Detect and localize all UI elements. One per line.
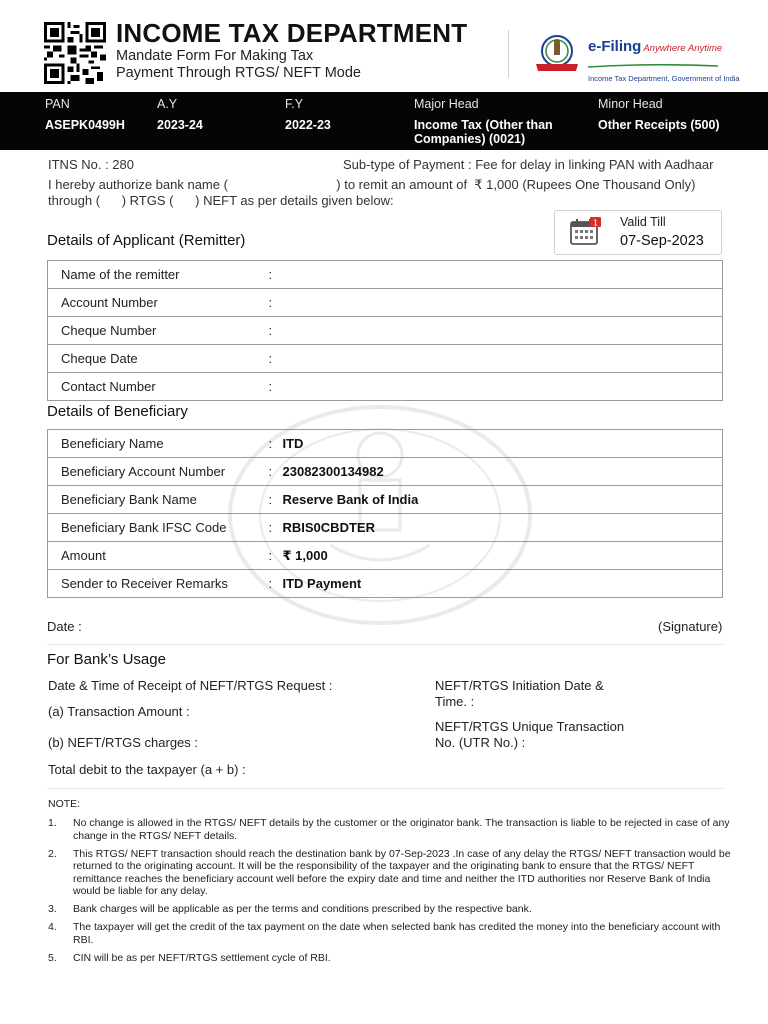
row-key: Beneficiary Name [61,436,164,451]
row-sep: : [268,267,273,282]
table-row [48,430,723,458]
note-number: 3. [48,903,57,915]
payment-subtype: Sub-type of Payment : Fee for delay in linking PAN with Aadhaar [343,157,714,172]
info-label: Major Head [414,97,479,111]
row-sep: : [268,323,273,338]
row-sep: : [268,520,273,535]
row-key: Contact Number [61,379,156,394]
remitter-name-field [283,261,723,288]
row-key: Cheque Date [61,351,138,366]
cheque-date-field [283,345,723,372]
info-ay [157,97,203,132]
row-sep: : [268,464,273,479]
date-label: Date : [47,619,82,634]
table-row [48,486,723,514]
contact-number-field [283,373,723,400]
note-number: 5. [48,951,57,964]
page-header [0,0,768,92]
info-value: Income Tax (Other than Companies) (0021) [414,118,553,146]
row-key: Sender to Receiver Remarks [61,576,228,591]
header-divider [508,30,509,78]
efiling-swoosh-icon [588,64,718,68]
valid-till-box [554,210,722,255]
note-item [48,817,738,842]
subtitle-line-2: Payment Through RTGS/ NEFT Mode [116,65,361,81]
row-key: Amount [61,548,106,563]
initiation-line-1: NEFT/RTGS Initiation Date & [435,678,604,693]
bank-usage-title: For Bank’s Usage [47,651,166,668]
row-key: Beneficiary Bank Name [61,492,197,507]
row-sep: : [268,492,273,507]
note-item [48,903,738,916]
info-value: Other Receipts (500) [598,118,720,132]
applicant-table [47,260,723,401]
note-number: 2. [48,847,57,860]
transaction-amount-label: (a) Transaction Amount : [48,704,190,719]
row-key: Cheque Number [61,323,157,338]
row-sep: : [268,576,273,591]
info-label: PAN [45,97,70,111]
table-row [48,458,723,486]
table-row [48,570,723,598]
page-subtitle [116,48,361,82]
note-item [48,952,738,965]
beneficiary-bank-value: Reserve Bank of India [282,492,419,507]
row-key: Beneficiary Account Number [61,464,226,479]
note-text: Bank charges will be applicable as per the terms and conditions prescribed by the respective bank. [73,903,532,915]
divider [47,788,723,789]
receipt-datetime-label: Date & Time of Receipt of NEFT/RTGS Request : [48,678,333,693]
note-text: CIN will be as per NEFT/RTGS settlement cycle of RBI. [73,951,331,964]
table-row [48,514,723,542]
efiling-logo [588,38,738,83]
applicant-section-title: Details of Applicant (Remitter) [47,232,246,249]
row-sep: : [268,436,273,451]
signature-label: (Signature) [658,619,723,634]
cheque-number-field [283,317,723,344]
beneficiary-section-title: Details of Beneficiary [47,403,188,420]
initiation-datetime-label [435,678,604,709]
charges-label: (b) NEFT/RTGS charges : [48,735,199,750]
info-fy [285,97,331,132]
table-row [48,373,723,401]
beneficiary-account-value: 23082300134982 [282,464,384,479]
itd-emblem-icon [530,34,584,74]
info-value: ASEPK0499H [45,118,125,132]
notes-list [48,817,738,964]
efiling-dept: Income Tax Department, Government of India [588,74,740,83]
utr-label [435,719,624,750]
notes-section [48,798,738,970]
account-number-field [283,289,723,316]
row-sep: : [268,351,273,366]
itns-line [48,157,728,172]
qr-code-icon [44,22,106,84]
utr-line-1: NEFT/RTGS Unique Transaction [435,719,625,734]
note-item [48,848,738,898]
table-row [48,345,723,373]
efiling-brand: e-Filing Anywhere Anytime [588,38,723,55]
beneficiary-name-value: ITD [282,436,304,451]
info-label: F.Y [285,97,304,111]
row-sep: : [268,295,273,310]
row-key: Name of the remitter [61,267,180,282]
note-text: The taxpayer will get the credit of the tax payment on the date when selected bank has credited the money into the beneficiary account with RBI. [73,921,721,946]
info-label: A.Y [157,97,178,111]
initiation-line-2: Time. : [435,693,475,709]
note-number: 4. [48,921,57,933]
note-item [48,921,738,946]
row-key: Account Number [61,295,158,310]
table-row [48,261,723,289]
remarks-value: ITD Payment [282,576,362,591]
table-row [48,317,723,345]
info-major-head [414,97,584,146]
row-key: Beneficiary Bank IFSC Code [61,520,227,535]
notes-heading: NOTE: [48,798,81,810]
note-text: This RTGS/ NEFT transaction should reach the destination bank by 07-Sep-2023 .In case of any delay the RTGS/ NEFT transaction would be returned to the originating account. It will be the responsibility of the taxpayer and the originating bank to ensure that the RTGS/ NEFT remittance reaches the beneficiary account well before the expiry date and time and neither the ITD authorities nor Reserve Bank of India would be liable for any delay. [73,847,731,897]
row-sep: : [268,548,273,563]
info-value: 2022-23 [285,118,331,132]
info-pan [45,97,125,132]
valid-till-date: 07-Sep-2023 [620,233,704,249]
subtitle-line-1: Mandate Form For Making Tax [116,48,314,64]
divider [47,644,723,645]
note-text: No change is allowed in the RTGS/ NEFT details by the customer or the originator bank. The transaction is liable to be rejected in case of any change in the RTGS/ NEFT details. [73,817,730,842]
beneficiary-table [47,429,723,598]
amount-value: ₹ 1,000 [282,547,328,563]
total-debit-label: Total debit to the taxpayer (a + b) : [48,762,246,777]
calendar-icon [569,217,603,247]
note-number: 1. [48,817,57,829]
valid-till-label: Valid Till [620,215,666,229]
info-band [0,92,768,150]
calendar-badge: 1 [592,218,599,228]
authorize-line: I hereby authorize bank name ( ) to remit an amount of ₹ 1,000 (Rupees One Thousand Only) [48,177,696,192]
utr-line-2: No. (UTR No.) : [435,734,526,750]
row-sep: : [268,379,273,394]
table-row [48,542,723,570]
itns-number: ITNS No. : 280 [48,157,134,172]
page-title: INCOME TAX DEPARTMENT [116,18,468,48]
table-row [48,289,723,317]
beneficiary-ifsc-value: RBIS0CBDTER [282,520,375,535]
through-line: through ( ) RTGS ( ) NEFT as per details given below: [48,193,394,208]
info-minor-head [598,97,720,132]
info-value: 2023-24 [157,118,203,132]
efiling-tagline: Anywhere Anytime [643,43,723,54]
info-label: Minor Head [598,97,663,111]
